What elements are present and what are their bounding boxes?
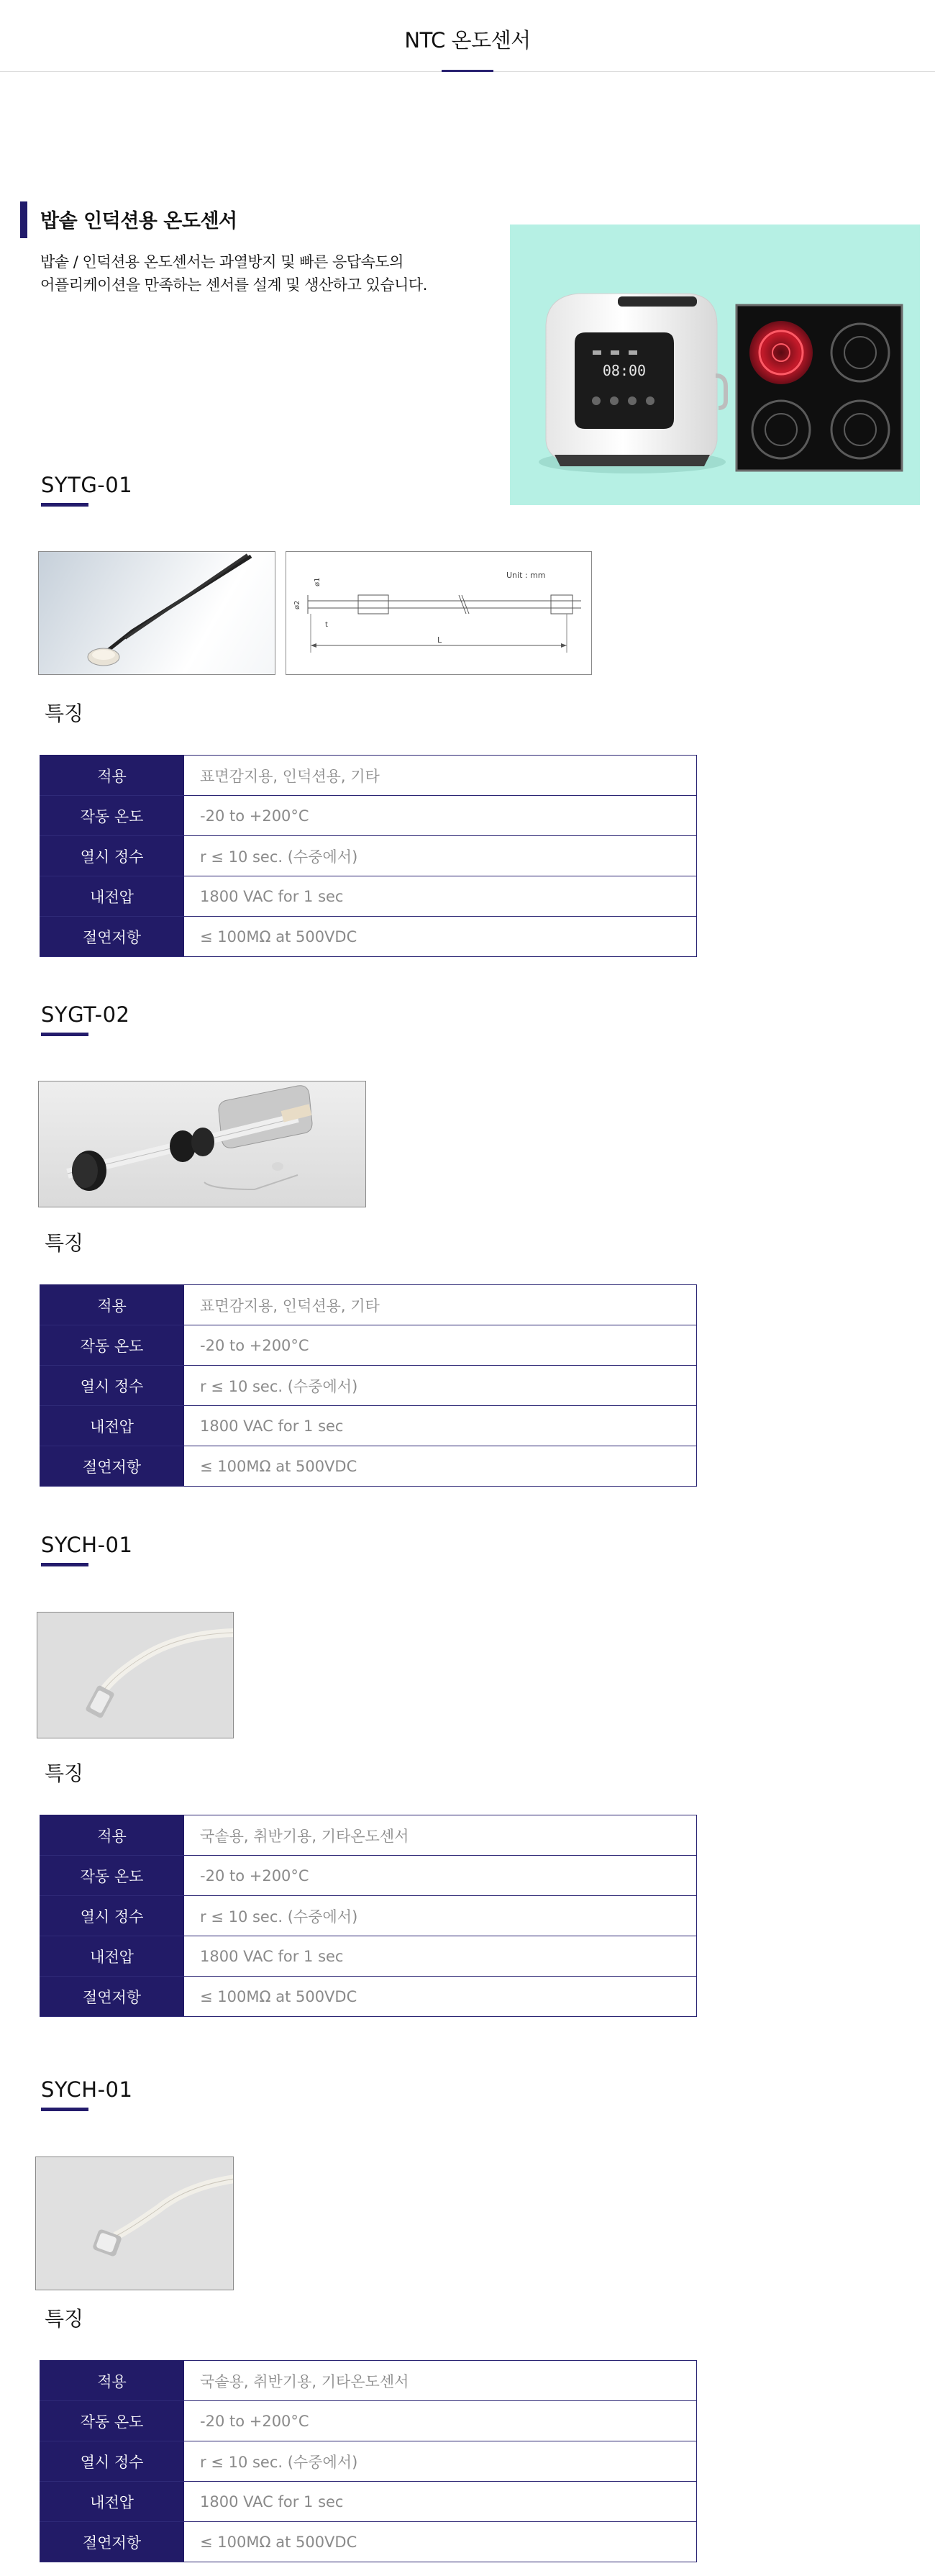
spec-key: 내전압 bbox=[40, 1406, 184, 1446]
product-title: SYCH-01 bbox=[41, 2077, 133, 2102]
table-row bbox=[40, 836, 697, 876]
spec-key: 절연저항 bbox=[40, 1446, 184, 1487]
table-row bbox=[40, 2401, 697, 2441]
product-title-underline bbox=[41, 2108, 88, 2111]
spec-value: r ≤ 10 sec. (수중에서) bbox=[184, 836, 697, 876]
spec-key: 작동 온도 bbox=[40, 1325, 184, 1366]
dimension-diagram bbox=[286, 551, 592, 675]
product-title-underline bbox=[41, 1563, 88, 1566]
title-underline bbox=[442, 70, 493, 72]
table-row bbox=[40, 1977, 697, 2017]
hero-image bbox=[510, 225, 920, 505]
table-row bbox=[40, 796, 697, 836]
features-label: 특징 bbox=[45, 1231, 84, 1255]
table-row bbox=[40, 756, 697, 796]
spec-key: 열시 정수 bbox=[40, 836, 184, 876]
table-row bbox=[40, 1325, 697, 1366]
spec-key: 절연저항 bbox=[40, 1977, 184, 2017]
spec-value: ≤ 100MΩ at 500VDC bbox=[184, 1977, 697, 2017]
table-row bbox=[40, 2522, 697, 2562]
spec-key: 내전압 bbox=[40, 876, 184, 917]
spec-value: 1800 VAC for 1 sec bbox=[184, 876, 697, 917]
dimension-drawing bbox=[286, 552, 592, 675]
product-title: SYTG-01 bbox=[41, 473, 133, 497]
spec-key: 작동 온도 bbox=[40, 796, 184, 836]
spec-value: ≤ 100MΩ at 500VDC bbox=[184, 917, 697, 957]
intro-description bbox=[40, 250, 479, 296]
spec-value: -20 to +200°C bbox=[184, 2401, 697, 2441]
sensor-probe-image bbox=[39, 552, 275, 675]
sensor-cable-image bbox=[37, 1613, 234, 1738]
dimension-phi1-label: ø1 bbox=[314, 577, 321, 586]
rice-cooker-induction-illustration bbox=[510, 225, 920, 505]
sensor-cable-image bbox=[36, 2157, 234, 2290]
product-title-underline bbox=[41, 1033, 88, 1036]
spec-key: 적용 bbox=[40, 756, 184, 796]
table-row bbox=[40, 2441, 697, 2482]
spec-value: r ≤ 10 sec. (수중에서) bbox=[184, 2441, 697, 2482]
spec-key: 적용 bbox=[40, 1815, 184, 1856]
spec-key: 열시 정수 bbox=[40, 1896, 184, 1936]
spec-table bbox=[40, 1815, 697, 2017]
spec-value: -20 to +200°C bbox=[184, 796, 697, 836]
intro-accent-bar bbox=[20, 201, 27, 238]
spec-value: 1800 VAC for 1 sec bbox=[184, 2482, 697, 2522]
features-label: 특징 bbox=[45, 702, 84, 725]
spec-value: r ≤ 10 sec. (수중에서) bbox=[184, 1896, 697, 1936]
spec-value: 1800 VAC for 1 sec bbox=[184, 1406, 697, 1446]
unit-label: Unit : mm bbox=[506, 571, 546, 580]
spec-key: 내전압 bbox=[40, 2482, 184, 2522]
spec-value: 표면감지용, 인덕션용, 기타 bbox=[184, 1285, 697, 1325]
table-row bbox=[40, 1446, 697, 1487]
spec-key: 적용 bbox=[40, 2361, 184, 2401]
spec-key: 열시 정수 bbox=[40, 2441, 184, 2482]
page-header bbox=[0, 0, 935, 72]
spec-key: 작동 온도 bbox=[40, 1856, 184, 1896]
table-row bbox=[40, 2482, 697, 2522]
spec-value: 표면감지용, 인덕션용, 기타 bbox=[184, 756, 697, 796]
spec-key: 적용 bbox=[40, 1285, 184, 1325]
features-label: 특징 bbox=[45, 1761, 84, 1785]
product-title-underline bbox=[41, 503, 88, 507]
spec-value: r ≤ 10 sec. (수중에서) bbox=[184, 1366, 697, 1406]
dimension-t-label: t bbox=[325, 621, 328, 629]
product-photo bbox=[38, 1081, 366, 1207]
spec-table bbox=[40, 755, 697, 957]
table-row bbox=[40, 1406, 697, 1446]
features-label: 특징 bbox=[45, 2307, 84, 2331]
spec-table bbox=[40, 2360, 697, 2562]
table-row bbox=[40, 1936, 697, 1977]
product-title: SYCH-01 bbox=[41, 1533, 133, 1557]
spec-table bbox=[40, 1284, 697, 1487]
svg-text:08:00: 08:00 bbox=[602, 362, 647, 379]
page-title: NTC 온도센서 bbox=[404, 28, 531, 53]
intro-desc-line2: 어플리케이션을 만족하는 센서를 설계 및 생산하고 있습니다. bbox=[40, 276, 427, 294]
spec-value: ≤ 100MΩ at 500VDC bbox=[184, 1446, 697, 1487]
intro-title: 밥솥 인덕션용 온도센서 bbox=[40, 210, 237, 232]
intro-desc-line1: 밥솥 / 인덕션용 온도센서는 과열방지 및 빠른 응답속도의 bbox=[40, 253, 403, 271]
dimension-phi2-label: ø2 bbox=[293, 600, 301, 609]
spec-value: ≤ 100MΩ at 500VDC bbox=[184, 2522, 697, 2562]
product-photo bbox=[38, 551, 275, 675]
table-row bbox=[40, 1366, 697, 1406]
spec-value: -20 to +200°C bbox=[184, 1856, 697, 1896]
spec-key: 내전압 bbox=[40, 1936, 184, 1977]
table-row bbox=[40, 1815, 697, 1856]
table-row bbox=[40, 1285, 697, 1325]
table-row bbox=[40, 1896, 697, 1936]
table-row bbox=[40, 876, 697, 917]
spec-value: 국솥용, 취반기용, 기타온도센서 bbox=[184, 2361, 697, 2401]
spec-key: 작동 온도 bbox=[40, 2401, 184, 2441]
product-title: SYGT-02 bbox=[41, 1002, 130, 1027]
spec-value: 국솥용, 취반기용, 기타온도센서 bbox=[184, 1815, 697, 1856]
spec-key: 절연저항 bbox=[40, 2522, 184, 2562]
sensor-bracket-image bbox=[39, 1081, 366, 1207]
spec-key: 열시 정수 bbox=[40, 1366, 184, 1406]
spec-value: 1800 VAC for 1 sec bbox=[184, 1936, 697, 1977]
table-row bbox=[40, 917, 697, 957]
table-row bbox=[40, 1856, 697, 1896]
product-photo bbox=[37, 1612, 234, 1738]
dimension-L-label: L bbox=[437, 635, 442, 645]
product-photo bbox=[35, 2157, 234, 2290]
spec-key: 절연저항 bbox=[40, 917, 184, 957]
spec-value: -20 to +200°C bbox=[184, 1325, 697, 1366]
table-row bbox=[40, 2361, 697, 2401]
